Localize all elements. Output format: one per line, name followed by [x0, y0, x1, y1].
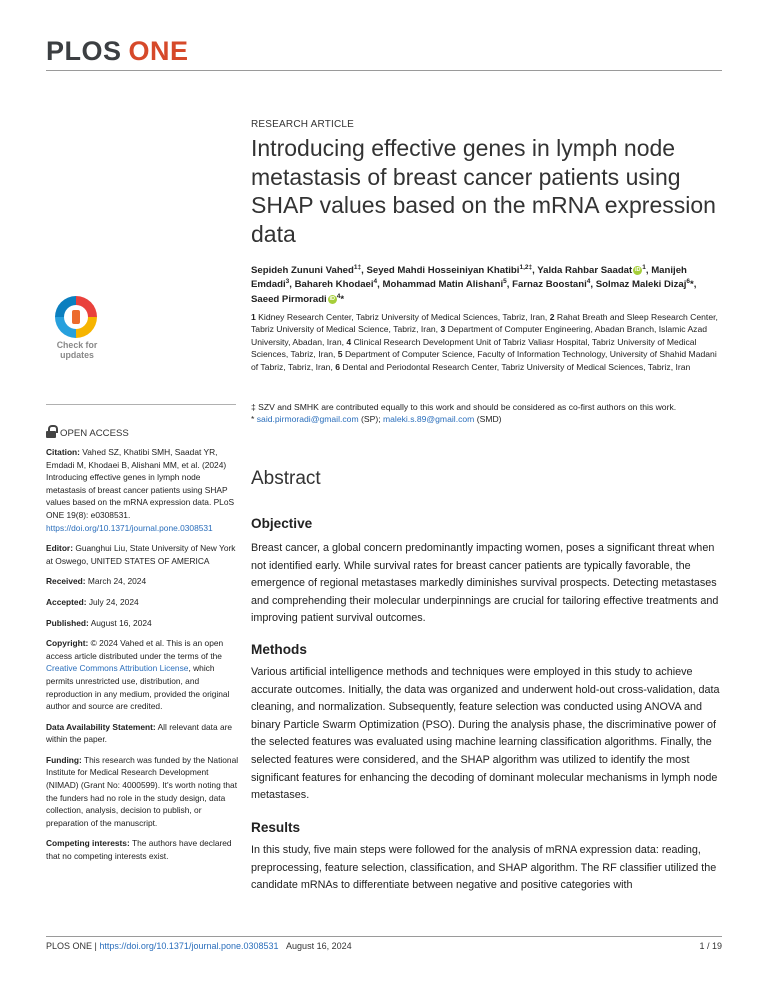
footer-date: August 16, 2024	[286, 941, 352, 951]
citation-text: Vahed SZ, Khatibi SMH, Saadat YR, Emdadi M, Khodaei B, Alishani MM, et al. (2024) Introducing effective genes in lymph node metastasis of breast cancer patients using SHAP values based on the mRNA expression data. PLoS ONE 19(8): e0308531.	[46, 447, 235, 520]
check-updates-line1: Check for	[56, 340, 98, 350]
affil-num: 3	[440, 324, 446, 335]
affiliations	[251, 311, 721, 373]
published-date: August 16, 2024	[90, 617, 152, 628]
author-notes	[251, 401, 721, 426]
corresponding-star: *	[251, 414, 255, 425]
author-sup: 4	[336, 292, 341, 300]
copyright-text-2: , which permits unrestricted use, distribution, and reproduction in any medium, provided the original author and source are credited.	[46, 663, 230, 712]
email-link[interactable]: said.pirmoradi@gmail.com	[256, 414, 359, 425]
methods-text: Various artificial intelligence methods and techniques were employed in this study to achieve accurate outcomes. Initially, the data was organized and underwent hold-out cross-validation, data cleaning, and normalization. Subsequently, feature selection was conducted using ANOVA and binary Particle Swarm Optimization (PSO). During the analysis phase, the discriminative power of the selected features was evaluated using machine learning classification algorithms. Finally, the selected features were considered, and the SHAP algorithm was utilized to identify the most significant features for enhancing the decoding of dominant molecular mechanisms in lymph node metastases.	[251, 666, 720, 802]
citation-block	[46, 446, 241, 534]
correspondence	[251, 413, 721, 425]
affil-num: 5	[337, 349, 343, 360]
received-date: March 24, 2024	[87, 576, 147, 587]
competing-interests-block	[46, 837, 241, 862]
author-name: Farnaz Boostani	[512, 279, 587, 291]
copyright-text: © 2024 Vahed et al. This is an open access article distributed under the terms of the	[46, 638, 224, 661]
email-role: (SMD)	[476, 414, 502, 425]
editor-text: Guanghui Liu, State University of New York at Oswego, UNITED STATES OF AMERICA	[46, 543, 236, 566]
editor-label: Editor:	[46, 543, 73, 554]
editor-block	[46, 542, 241, 567]
author-name: Yalda Rahbar Saadat	[537, 265, 633, 276]
citation-doi-link[interactable]: https://doi.org/10.1371/journal.pone.0308531	[46, 522, 213, 533]
funding-block	[46, 754, 241, 830]
data-availability-label: Data Availability Statement:	[46, 721, 156, 732]
published-label: Published:	[46, 617, 89, 628]
equal-contribution-note: ‡ SZV and SMHK are contributed equally to this work and should be considered as co-first authors on this work.	[251, 402, 677, 412]
author-name: Mohammad Matin Alishani	[382, 279, 504, 291]
footer-journal: PLOS ONE |	[46, 941, 97, 951]
affil-num: 2	[549, 312, 555, 322]
author-sup: 1,2‡	[519, 263, 533, 271]
objective-heading: Objective	[251, 516, 313, 531]
license-link[interactable]: Creative Commons Attribution License	[46, 663, 189, 674]
logo-one: ONE	[128, 36, 189, 66]
affil-text: Department of Computer Science, Faculty of Information Technology, University of Shahid Madani of Tabriz, Tabriz, Iran,	[251, 349, 717, 372]
competing-interests-label: Competing interests:	[46, 838, 130, 849]
article-type: RESEARCH ARTICLE	[251, 119, 355, 130]
objective-text: Breast cancer, a global concern predominantly impacting women, poses a significant threat when not identified early. While survival rates for breast cancer patients are typically favorable, the emergence of regional metastases markedly diminishes survival prospects. Detecting metastases and comprehending their molecular underpinnings are crucial for tailoring effective treatments and improving patient survival outcomes.	[251, 542, 719, 625]
affil-text: Kidney Research Center, Tabriz University of Medical Sciences, Tabriz, Iran,	[258, 312, 548, 322]
author-sup: 4	[373, 278, 378, 286]
article-title: Introducing effective genes in lymph node metastasis of breast cancer patients using SHAP values based on the mRNA expression data	[251, 135, 716, 247]
author-name: Solmaz Maleki Dizaj	[595, 279, 687, 291]
methods-heading: Methods	[251, 642, 307, 657]
received-label: Received:	[46, 576, 86, 587]
published-block	[46, 617, 241, 630]
accepted-date: July 24, 2024	[88, 596, 139, 607]
competing-interests-text: The authors have declared that no competing interests exist.	[46, 838, 232, 862]
funding-text: This research was funded by the National Institute for Medical Research Development (NIMAD) (Grant No: 4000599). It's worth noting that the funders had no role in the study design, data collection, analysis, decision to publish, or preparation of the manuscript.	[46, 754, 239, 828]
affil-num: 6	[335, 361, 341, 372]
open-lock-icon	[46, 425, 57, 438]
copyright-block	[46, 637, 241, 713]
email-link[interactable]: maleki.s.89@gmail.com	[382, 414, 475, 425]
author-list: Sepideh Zununi Vahed$^{1\ddagger}$, Seyed Mahdi Hosseiniyan Khatibi$^{1,2\ddagger}$, Yalda Rahbar Saadat iD $^1$, Manijeh Emdadi$^3$, Bahareh Khodaei$^4$, Mohammad Matin Alishani$^5$, Farnaz Boostani$^4$, Solmaz Maleki Dizaj$^6$*, Saeed Pirmoradi iD $^4$*	[251, 263, 697, 305]
header-divider	[46, 70, 722, 71]
author-name: Saeed Pirmoradi	[251, 293, 327, 305]
funding-label: Funding:	[46, 754, 82, 765]
email-role: (SP);	[361, 414, 381, 425]
data-availability-block	[46, 721, 241, 746]
author-sup: 1	[642, 263, 646, 271]
affil-text: Clinical Research Development Unit of Tabriz Valiasr Hospital, Tabriz University of Medical Sciences, Tabriz, Iran,	[251, 336, 697, 360]
open-access-text: OPEN ACCESS	[60, 428, 129, 439]
orcid-icon[interactable]: iD	[634, 266, 641, 273]
results-text: In this study, five main steps were followed for the analysis of mRNA expression data: reading, preprocessing, feature selection, classification, and SHAP algorithm. The RF classifier utilized the candidate mRNAs to differentiate between negative and positive categories with	[251, 844, 717, 892]
affil-num: 1	[251, 312, 256, 322]
author-sup: 1‡	[353, 263, 362, 271]
author-name: Bahareh Khodaei	[294, 279, 374, 291]
page-number: 1 / 19	[699, 941, 722, 951]
author-sup: 3	[285, 278, 290, 286]
check-updates-text	[46, 340, 108, 360]
citation-label: Citation:	[46, 447, 80, 457]
author-name: Seyed Mahdi Hosseiniyan Khatibi	[366, 265, 520, 276]
crossmark-bookmark	[72, 310, 80, 324]
abstract-heading: Abstract	[251, 468, 321, 489]
author-sup: 5	[503, 278, 507, 286]
affil-text: Rahat Breath and Sleep Research Center, Tabriz University of Medical Science, Tabriz, Iran,	[251, 312, 718, 335]
open-access-label	[46, 425, 129, 439]
author-name: Manijeh Emdadi	[251, 265, 687, 291]
data-availability-text: All relevant data are within the paper.	[46, 721, 233, 745]
received-block	[46, 575, 241, 588]
accepted-label: Accepted:	[46, 596, 87, 607]
article-metadata-sidebar	[46, 446, 241, 871]
footer-divider	[46, 936, 722, 937]
author-name: Sepideh Zununi Vahed	[251, 265, 354, 276]
footer-doi-link[interactable]: https://doi.org/10.1371/journal.pone.0308531	[99, 941, 279, 951]
accepted-block	[46, 596, 241, 609]
author-sup: 6	[686, 278, 690, 286]
affil-num: 4	[346, 336, 352, 347]
corresponding-star: *	[340, 293, 345, 305]
orcid-icon[interactable]: iD	[329, 295, 335, 302]
results-heading: Results	[251, 820, 301, 835]
copyright-label: Copyright:	[46, 638, 89, 649]
author-sup: 4	[586, 278, 591, 286]
sidebar-divider	[46, 404, 236, 405]
check-updates-line2: updates	[60, 350, 94, 360]
corresponding-star: *	[690, 279, 694, 291]
affil-text: Department of Computer Engineering, Abadan Branch, Islamic Azad University, Abadan, Iran,	[251, 324, 708, 347]
affil-text: Dental and Periodontal Research Center, Tabriz University of Medical Sciences, Tabriz, Iran	[342, 361, 691, 372]
footer-citation	[46, 941, 352, 951]
logo-plos: PLOS	[46, 36, 122, 66]
journal-logo	[46, 36, 189, 67]
check-for-updates-badge[interactable]	[46, 296, 108, 370]
